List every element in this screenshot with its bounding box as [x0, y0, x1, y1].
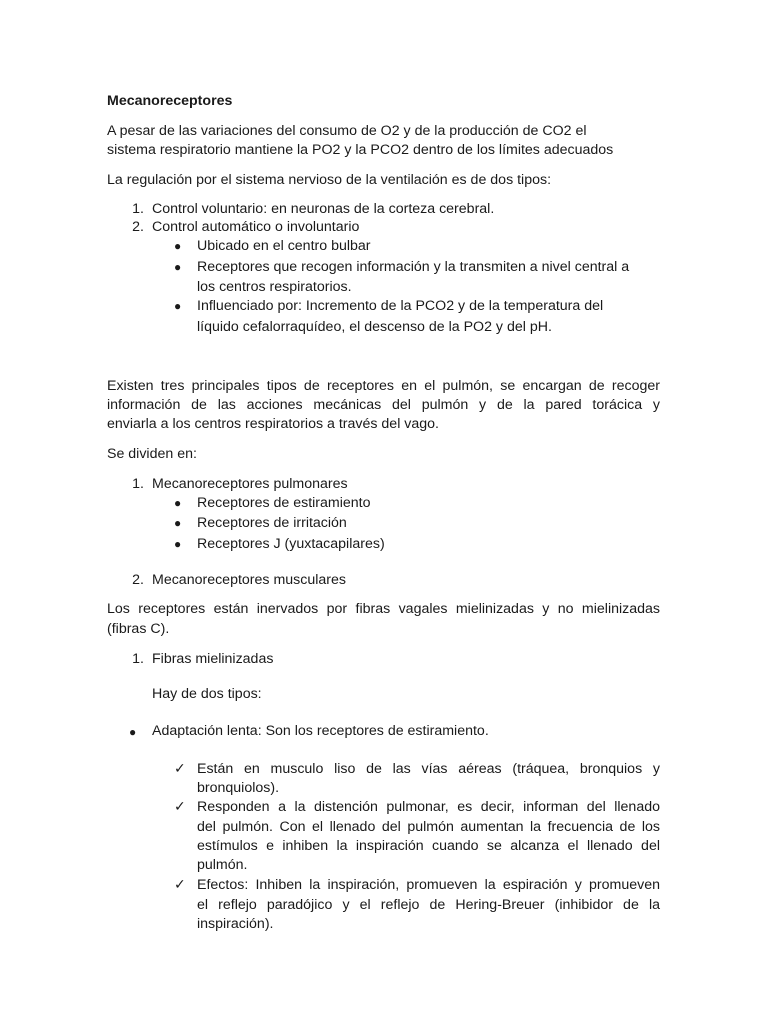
list-item: Mecanoreceptores pulmonares: [152, 476, 348, 492]
list-number: 1.: [132, 201, 144, 217]
paragraph-1-line-1: A pesar de las variaciones del consumo de O2 y de la producción de CO2 el: [107, 123, 587, 139]
paragraph-5-line-1: Los receptores están inervados por fibras vagales mielinizadas y no mielinizadas: [107, 601, 660, 617]
bullet-item-cont: los centros respiratorios.: [197, 279, 352, 295]
list-item: Control voluntario: en neuronas de la corteza cerebral.: [152, 201, 495, 217]
paragraph-6: Hay de dos tipos:: [152, 686, 262, 702]
paragraph-2: La regulación por el sistema nervioso de la ventilación es de dos tipos:: [107, 172, 552, 188]
list-number: 2.: [132, 219, 144, 235]
bullet-item: Adaptación lenta: Son los receptores de estiramiento.: [152, 723, 489, 739]
page-title: Mecanoreceptores: [107, 93, 233, 109]
bullet-icon: ●: [129, 725, 137, 739]
check-item-line: estímulos e inhiben la inspiración cuando se alcanza el llenado del: [197, 838, 660, 854]
check-item-line: del pulmón. Con el llenado del pulmón aumentan la frecuencia de los: [197, 819, 660, 835]
bullet-icon: ●: [174, 516, 182, 530]
checkmark-icon: ✓: [174, 798, 186, 814]
bullet-item: Receptores J (yuxtacapilares): [197, 536, 385, 552]
bullet-icon: ●: [174, 537, 182, 551]
bullet-item: Ubicado en el centro bulbar: [197, 238, 371, 254]
bullet-icon: ●: [174, 239, 182, 253]
bullet-item: Influenciado por: Incremento de la PCO2 y de la temperatura del: [197, 298, 604, 314]
paragraph-5-line-2: (fibras C).: [107, 621, 170, 637]
paragraph-3-line-2: información de las acciones mecánicas del pulmón y de la pared torácica y: [107, 397, 660, 413]
bullet-icon: ●: [174, 496, 182, 510]
bullet-icon: ●: [174, 260, 182, 274]
check-item-line: pulmón.: [197, 857, 248, 873]
bullet-item-cont: líquido cefalorraquídeo, el descenso de la PO2 y del pH.: [197, 319, 552, 335]
bullet-icon: ●: [174, 299, 182, 313]
checkmark-icon: ✓: [174, 760, 186, 776]
list-number: 2.: [132, 572, 144, 588]
check-item-line: Están en musculo liso de las vías aéreas (tráquea, bronquios y: [197, 761, 660, 777]
list-item: Control automático o involuntario: [152, 219, 360, 235]
check-item-line: el reflejo paradójico y el reflejo de Hering-Breuer (inhibidor de la: [197, 897, 660, 913]
check-item-line: Efectos: Inhiben la inspiración, promueven la espiración y promueven: [197, 877, 660, 893]
paragraph-1-line-2: sistema respiratorio mantiene la PO2 y la PCO2 dentro de los límites adecuados: [107, 142, 614, 158]
list-item: Mecanoreceptores musculares: [152, 572, 346, 588]
paragraph-4: Se dividen en:: [107, 446, 197, 462]
check-item-line: Responden a la distención pulmonar, es decir, informan del llenado: [197, 799, 660, 815]
bullet-item: Receptores de estiramiento: [197, 495, 371, 511]
paragraph-3-line-3: enviarla a los centros respiratorios a través del vago.: [107, 416, 439, 432]
list-number: 1.: [132, 651, 144, 667]
checkmark-icon: ✓: [174, 876, 186, 892]
list-number: 1.: [132, 476, 144, 492]
bullet-item: Receptores que recogen información y la transmiten a nivel central a: [197, 259, 630, 275]
bullet-item: Receptores de irritación: [197, 515, 347, 531]
list-item: Fibras mielinizadas: [152, 651, 274, 667]
check-item-line: inspiración).: [197, 916, 274, 932]
check-item-line: bronquiolos).: [197, 780, 280, 796]
paragraph-3-line-1: Existen tres principales tipos de receptores en el pulmón, se encargan de recoger: [107, 378, 660, 394]
